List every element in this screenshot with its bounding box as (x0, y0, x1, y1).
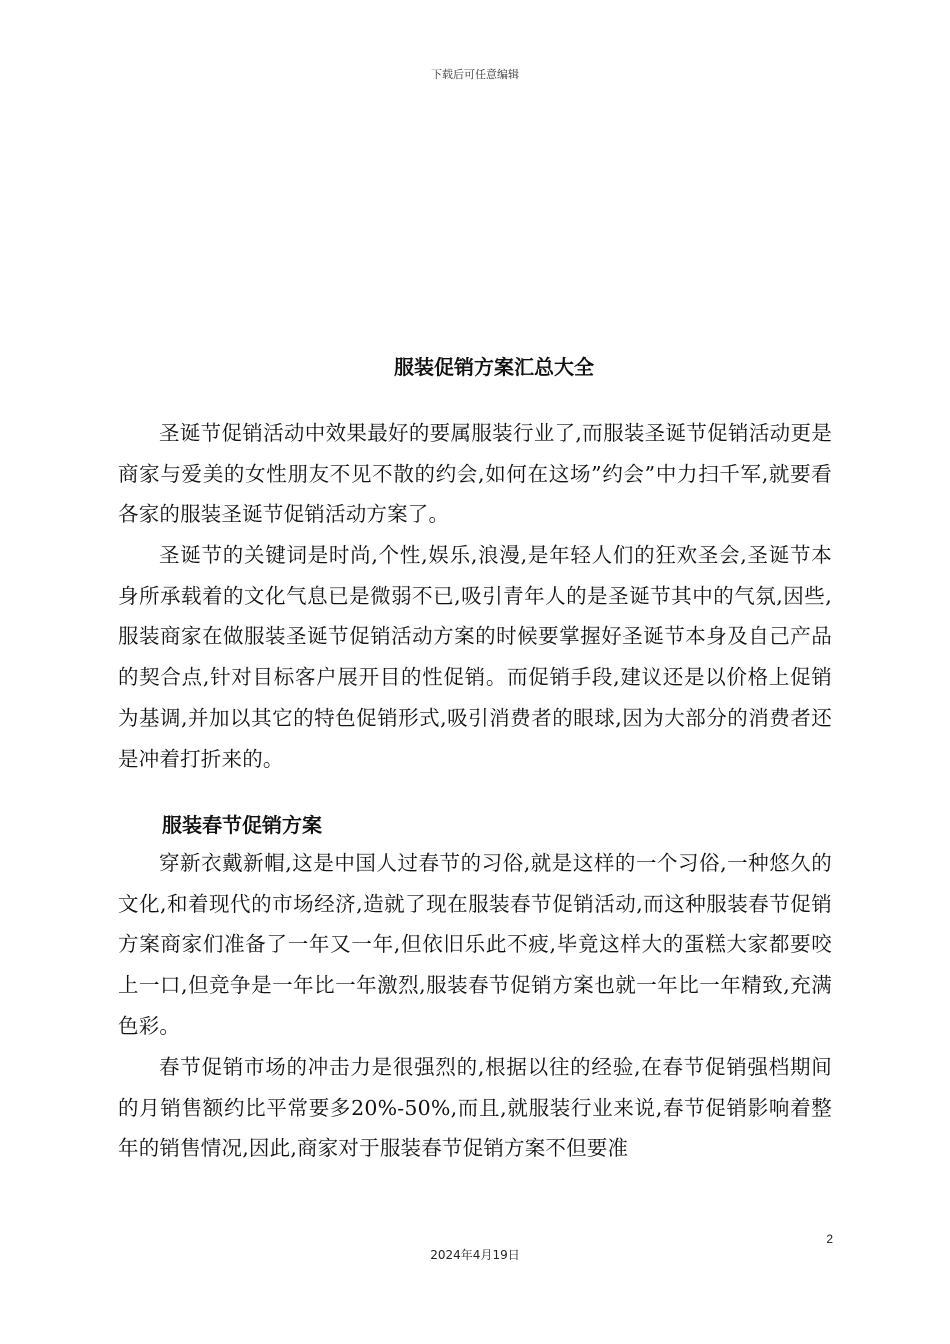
paragraph: 穿新衣戴新帽,这是中国人过春节的习俗,就是这样的一个习俗,一种悠久的文化,和着现代的市场经济,造就了现在服装春节促销活动,而这种服装春节促销方案商家们准备了一年又一年,但依旧乐此不疲,毕竟这样大的蛋糕大家都要咬上一口,但竞争是一年比一年激烈,服装春节促销方案也就一年比一年精致,充满色彩。 (118, 851, 832, 1038)
paragraph: 圣诞节促销活动中效果最好的要属服装行业了,而服装圣诞节促销活动更是商家与爱美的女性朋友不见不散的约会,如何在这场”约会”中力扫千军,就要看各家的服装圣诞节促销活动方案了。 (118, 421, 832, 527)
header-note: 下载后可任意编辑 (431, 68, 519, 81)
document-title: 服装促销方案汇总大全 (394, 355, 594, 379)
paragraph: 春节促销市场的冲击力是很强烈的,根据以往的经验,在春节促销强档期间的月销售额约比平常要多20%-50%,而且,就服装行业来说,春节促销影响着整年的销售情况,因此,商家对于服装春节促销方案不但要准 (118, 1055, 832, 1161)
page-number: 2 (826, 1232, 833, 1246)
paragraph: 圣诞节的关键词是时尚,个性,娱乐,浪漫,是年轻人们的狂欢圣会,圣诞节本身所承载着的文化气息已是微弱不已,吸引青年人的是圣诞节其中的气氛,因些,服装商家在做服装圣诞节促销活动方案的时候要掌握好圣诞节本身及自己产品的契合点,针对目标客户展开目的性促销。而促销手段,建议还是以价格上促销为基调,并加以其它的特色促销形式,吸引消费者的眼球,因为大部分的消费者还是冲着打折来的。 (118, 543, 832, 771)
footer-date: 2024年4月19日 (430, 1248, 520, 1262)
section-heading: 服装春节促销方案 (162, 813, 322, 837)
